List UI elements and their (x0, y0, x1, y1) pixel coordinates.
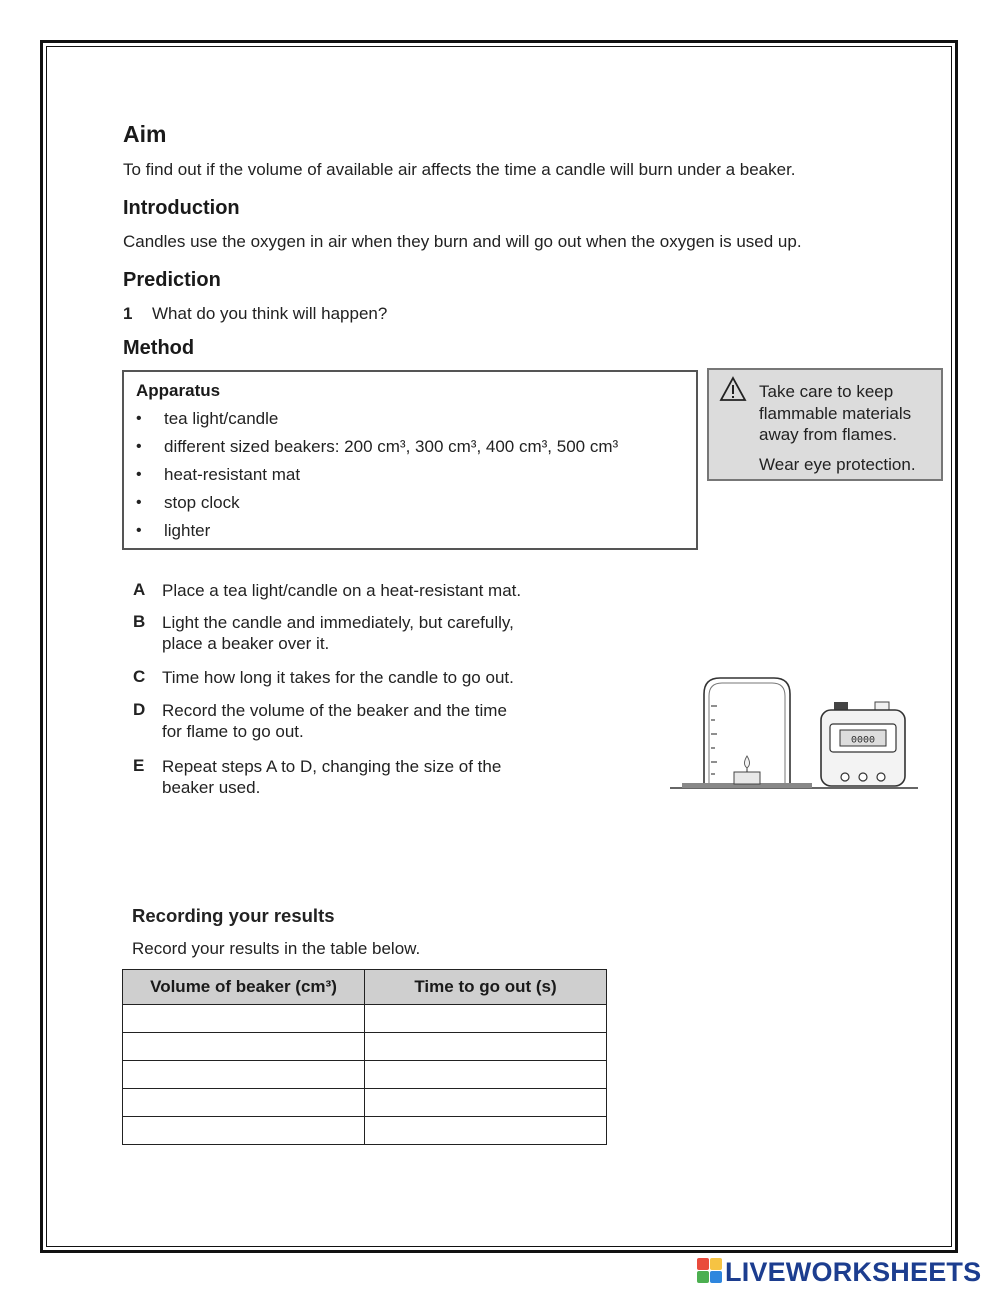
apparatus-item (136, 436, 618, 464)
introduction-heading: Introduction (123, 197, 240, 219)
introduction-text: Candles use the oxygen in air when they burn and will go out when the oxygen is used up. (123, 232, 802, 251)
warning-text (759, 381, 911, 446)
clock-control (859, 773, 867, 781)
step-line: Time how long it takes for the candle to go out. (162, 668, 514, 687)
step-label: C (133, 667, 146, 686)
apparatus-title: Apparatus (136, 381, 221, 400)
clock-control (877, 773, 885, 781)
bullet: • (136, 438, 142, 455)
step-label: E (133, 756, 145, 775)
logo-tiles-icon (697, 1258, 723, 1286)
step-line: beaker used. (162, 778, 261, 797)
volume-cell[interactable] (123, 1117, 365, 1145)
step-line: Record the volume of the beaker and the time (162, 701, 507, 720)
results-instruction: Record your results in the table below. (132, 939, 421, 958)
volume-cell[interactable] (123, 1089, 365, 1117)
warning-line: flammable materials (759, 403, 912, 423)
results-heading: Recording your results (132, 905, 335, 926)
apparatus-item (136, 520, 618, 548)
bullet: • (136, 494, 142, 511)
apparatus-item-text: different sized beakers: 200 cm³, 300 cm³, 400 cm³, 500 cm³ (164, 437, 619, 456)
volume-cell[interactable] (123, 1005, 365, 1033)
step-line: Place a tea light/candle on a heat-resistant mat. (162, 581, 522, 600)
step-label: D (133, 700, 146, 719)
bullet: • (136, 466, 142, 483)
flame (745, 756, 750, 768)
prediction-question-number: 1 (123, 304, 133, 323)
step-line: place a beaker over it. (162, 634, 330, 653)
apparatus-item (136, 408, 618, 436)
time-cell[interactable] (365, 1061, 607, 1089)
table-row (123, 1061, 607, 1089)
time-cell[interactable] (365, 1033, 607, 1061)
beaker-scale (711, 706, 717, 774)
results-table (122, 969, 607, 1145)
logo-wordmark: LIVEWORKSHEETS (725, 1257, 982, 1287)
table-row (123, 1089, 607, 1117)
time-cell[interactable] (365, 1117, 607, 1145)
apparatus-item-text: tea light/candle (164, 409, 279, 428)
bullet: • (136, 410, 142, 427)
apparatus-item-text: heat-resistant mat (164, 465, 301, 484)
apparatus-box (122, 370, 698, 550)
apparatus-item-text: lighter (164, 521, 211, 540)
step-label: B (133, 612, 146, 631)
prediction-heading: Prediction (123, 269, 221, 291)
clock-button-right (875, 702, 889, 710)
apparatus-list (136, 408, 618, 548)
column-header-volume: Volume of beaker (cm³) (123, 970, 365, 1005)
clock-control (841, 773, 849, 781)
warning-line: away from flames. (759, 425, 897, 444)
apparatus-item (136, 464, 618, 492)
method-heading: Method (123, 337, 195, 359)
step-line: for flame to go out. (162, 722, 304, 741)
warning-eye-protection: Wear eye protection. (759, 455, 916, 474)
step-line: Repeat steps A to D, changing the size of the (162, 757, 502, 776)
table-row (123, 1005, 607, 1033)
time-cell[interactable] (365, 1089, 607, 1117)
table-row (123, 1117, 607, 1145)
aim-text: To find out if the volume of available air affects the time a candle will burn under a beaker. (123, 160, 796, 179)
warning-triangle-icon (719, 376, 747, 402)
volume-cell[interactable] (123, 1033, 365, 1061)
step-line: Light the candle and immediately, but carefully, (162, 613, 514, 632)
table-header-row (123, 970, 607, 1005)
bullet: • (136, 522, 142, 539)
clock-readout: 0000 (850, 735, 876, 747)
volume-cell[interactable] (123, 1061, 365, 1089)
table-row (123, 1033, 607, 1061)
apparatus-illustration (668, 672, 920, 794)
clock-button-left (834, 702, 848, 710)
apparatus-item-text: stop clock (164, 493, 240, 512)
apparatus-item (136, 492, 618, 520)
prediction-question: What do you think will happen? (152, 304, 388, 323)
aim-heading: Aim (123, 121, 167, 147)
tea-light (734, 772, 760, 784)
column-header-time: Time to go out (s) (365, 970, 607, 1005)
warning-line: Take care to keep (759, 382, 894, 401)
step-label: A (133, 580, 146, 599)
time-cell[interactable] (365, 1005, 607, 1033)
safety-warning-box (707, 368, 943, 481)
